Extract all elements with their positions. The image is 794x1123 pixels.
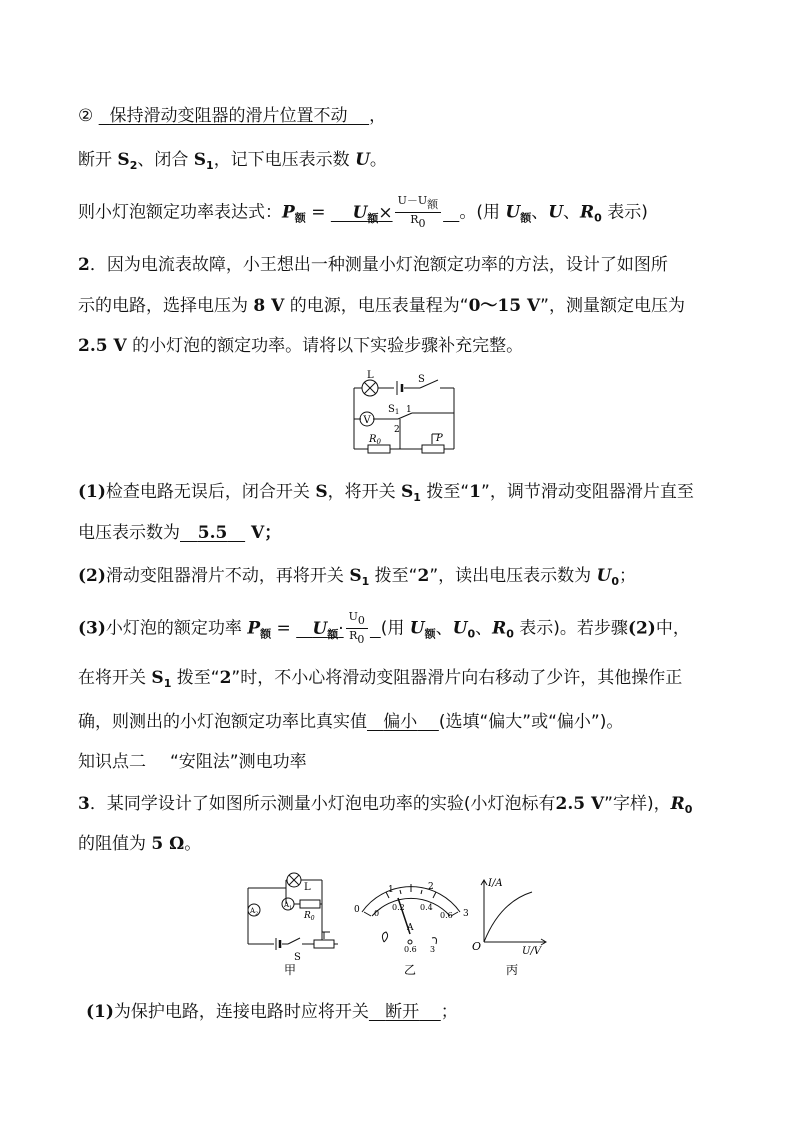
circuit-diagram-voltmeter [342, 368, 462, 460]
step-3-answer-line: 确，则测出的小灯泡额定功率比真实值 偏小 (选填“偏大”或“偏小”)。 [78, 712, 624, 732]
tick-label-bottom-2: 0.4 [420, 903, 433, 912]
answer-blank: 保持滑动变阻器的滑片位置不动 [109, 106, 348, 126]
lamp-label: L [304, 882, 311, 893]
question-3-line-2: 的阻值为 5 Ω。 [78, 834, 202, 854]
origin-label: O [472, 940, 482, 953]
fraction: $\frac{U_0}{R_0}$ [346, 610, 368, 647]
step-line-1: ② 保持滑动变阻器的滑片位置不动 ， [78, 106, 387, 126]
question-3-step-1: (1)为保护电路，连接电路时应将开关 断开 ； [86, 1002, 458, 1022]
terminal-3-label: 3 [430, 945, 436, 954]
terminal-06-label: 0.6 [404, 945, 417, 954]
step-1-line-1: (1)检查电路无误后，闭合开关 S，将开关 $S_1$ 拨至“1”，调节滑动变阻器滑片直至 [78, 482, 694, 504]
question-3-line-1: 3．某同学设计了如图所示测量小灯泡电功率的实验(小灯泡标有2.5 V”字样)，$R_0$ [78, 794, 693, 816]
iv-graph-figure [470, 872, 554, 980]
r0-label: $R_0$ [369, 434, 381, 446]
ammeter-a1-label: $A_1$ [284, 901, 293, 911]
tick-label-top-0: 0 [354, 905, 360, 915]
x-axis-label: U/V [522, 946, 542, 957]
voltmeter-label: V [363, 415, 371, 426]
step-3-continued: 在将开关 $S_1$ 拨至“2”时，不小心将滑动变阻器滑片向右移动了少许，其他操作正 [78, 668, 683, 690]
step-2-line: (2)滑动变阻器滑片不动，再将开关 $S_1$ 拨至“2”，读出电压表示数为 $U_0$； [78, 566, 637, 588]
switch-s1-label: $S_1$ [388, 404, 400, 416]
unit-label: A [407, 923, 414, 933]
power-expression-line: 则小灯泡额定功率表达式：$P_额$ = $U_额\times$ $\frac{U-U_额}{R_0}$ 。(用 $U_额$、U、$R_0$ 表示) [78, 194, 648, 230]
tick-label-bottom-1: 0.2 [392, 903, 405, 912]
fraction: $\frac{U-U_额}{R_0}$ [395, 194, 442, 231]
answer-blank: $U_额\cdot$ $\frac{U_0}{R_0}$ [296, 619, 381, 639]
tick-label-bottom-3: 0.6 [440, 911, 453, 920]
lamp-label: L [367, 370, 374, 381]
terminal-1-label: 1 [406, 405, 412, 415]
knowledge-point-heading: 知识点二 “安阻法”测电功率 [78, 752, 307, 772]
switch-label: S [294, 952, 301, 963]
ammeter-dial-figure [344, 872, 478, 980]
tick-label-top-3: 3 [463, 909, 469, 919]
switch-label: S [418, 374, 425, 385]
answer-blank: 5.5 [197, 523, 228, 543]
step-3-line: (3)小灯泡的额定功率 $P_额$ = $U_额\cdot$ $\frac{U_0}{R_0}$ (用 $U_额$、$U_0$、$R_0$ 表示)。若步骤(2)中， [78, 610, 690, 646]
step-marker: ② [78, 106, 94, 126]
tick-label-bottom-0: 0 [374, 909, 380, 918]
circuit-diagram-ammeters [238, 868, 348, 980]
question-number: 2 [78, 255, 90, 275]
step-line-2: 断开 $S_2$、闭合 $S_1$，记下电压表示数 U。 [78, 150, 387, 172]
question-2-line-1: 2．因为电流表故障，小王想出一种测量小灯泡额定功率的方法，设计了如图所 [78, 255, 668, 275]
figure-label-yi: 乙 [404, 963, 417, 977]
y-axis-label: I/A [488, 878, 503, 889]
question-number: 3 [78, 794, 90, 814]
question-2-line-3: 2.5 V 的小灯泡的额定功率。请将以下实验步骤补充完整。 [78, 336, 524, 356]
ammeter-a2-label: $A_2$ [250, 907, 259, 917]
step-1-line-2: 电压表示数为 5.5 V； [78, 523, 282, 543]
answer-blank: 断开 [385, 1002, 420, 1022]
tick-label-top-1: 1 [388, 885, 394, 895]
question-2-line-2: 示的电路，选择电压为 8 V 的电源，电压表量程为“0～15 V”，测量额定电压为 [78, 296, 685, 316]
slider-p-label: P [436, 433, 443, 444]
answer-blank: 偏小 [383, 712, 418, 732]
answer-blank: $U_额\times$ $\frac{U-U_额}{R_0}$ [331, 203, 459, 223]
figure-label-jia: 甲 [284, 963, 297, 977]
tick-label-top-2: 2 [428, 882, 434, 892]
figure-label-bing: 丙 [506, 963, 519, 977]
r0-label: $R_0$ [304, 911, 315, 922]
terminal-2-label: 2 [394, 425, 400, 435]
